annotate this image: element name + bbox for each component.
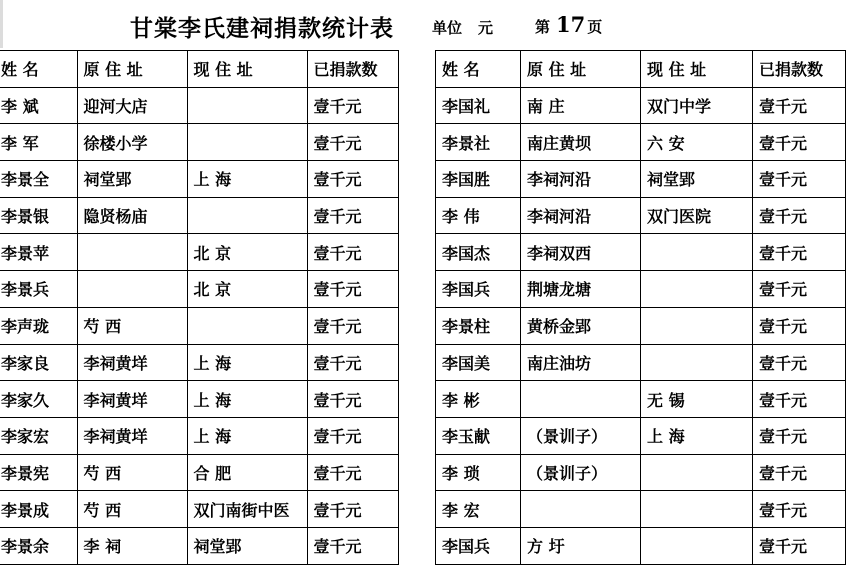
unit-label: 单位 xyxy=(432,19,463,37)
document-title: 甘棠李氏建祠捐款统计表 xyxy=(130,15,394,42)
amount-cell: 壹千元 xyxy=(307,87,398,124)
column-header-original-address: 原 住 址 xyxy=(77,51,187,88)
donor-name-cell: 李国兵 xyxy=(436,271,521,308)
original-address-cell: 芍 西 xyxy=(77,454,187,491)
amount-cell: 壹千元 xyxy=(307,197,398,234)
original-address-cell: （景训子） xyxy=(521,454,641,491)
table-row xyxy=(436,344,846,381)
original-address-cell: 李 祠 xyxy=(77,527,187,564)
current-address-cell: 六 安 xyxy=(641,124,753,161)
original-address-cell: 南庄油坊 xyxy=(521,344,641,381)
current-address-cell: 双门中学 xyxy=(641,87,753,124)
table-row xyxy=(0,381,398,418)
table-row xyxy=(0,491,398,528)
table-row xyxy=(0,197,398,234)
original-address-cell xyxy=(521,491,641,528)
table-row xyxy=(0,454,398,491)
donor-name-cell: 李 军 xyxy=(0,124,77,161)
table-row xyxy=(436,307,846,344)
original-address-cell: 李祠黄垟 xyxy=(77,344,187,381)
current-address-cell xyxy=(641,271,753,308)
current-address-cell xyxy=(187,87,307,124)
table-row xyxy=(0,124,398,161)
amount-cell: 壹千元 xyxy=(307,491,398,528)
donor-name-cell: 李 伟 xyxy=(436,197,521,234)
current-address-cell: 无 锡 xyxy=(641,381,753,418)
donor-name-cell: 李景银 xyxy=(0,197,77,234)
amount-cell: 壹千元 xyxy=(307,344,398,381)
table-header-row xyxy=(0,51,398,88)
table-row xyxy=(0,271,398,308)
donor-name-cell: 李家宏 xyxy=(0,417,77,454)
original-address-cell: 李祠双西 xyxy=(521,234,641,271)
amount-cell: 壹千元 xyxy=(753,381,846,418)
donation-table-right xyxy=(435,50,846,565)
table-row xyxy=(436,87,846,124)
amount-cell: 壹千元 xyxy=(307,454,398,491)
table-row xyxy=(436,491,846,528)
original-address-cell: 芍 西 xyxy=(77,307,187,344)
column-header-amount: 已捐款数 xyxy=(753,51,846,88)
current-address-cell xyxy=(641,344,753,381)
amount-cell: 壹千元 xyxy=(753,161,846,198)
original-address-cell: 李祠黄垟 xyxy=(77,417,187,454)
unit-value: 元 xyxy=(478,19,494,37)
current-address-cell xyxy=(641,454,753,491)
table-row xyxy=(436,417,846,454)
amount-cell: 壹千元 xyxy=(753,527,846,564)
table-row xyxy=(0,307,398,344)
current-address-cell: 上 海 xyxy=(187,344,307,381)
donor-name-cell: 李国胜 xyxy=(436,161,521,198)
donor-name-cell: 李 斌 xyxy=(0,87,77,124)
amount-cell: 壹千元 xyxy=(753,417,846,454)
donor-name-cell: 李家久 xyxy=(0,381,77,418)
amount-cell: 壹千元 xyxy=(307,161,398,198)
current-address-cell xyxy=(641,234,753,271)
current-address-cell: 上 海 xyxy=(641,417,753,454)
amount-cell: 壹千元 xyxy=(753,271,846,308)
current-address-cell: 祠堂郢 xyxy=(641,161,753,198)
table-row xyxy=(436,381,846,418)
donor-name-cell: 李景社 xyxy=(436,124,521,161)
column-header-name: 姓 名 xyxy=(436,51,521,88)
original-address-cell xyxy=(521,381,641,418)
current-address-cell xyxy=(187,197,307,234)
current-address-cell: 北 京 xyxy=(187,271,307,308)
original-address-cell: 李祠河沿 xyxy=(521,197,641,234)
table-row xyxy=(0,417,398,454)
donation-table-left xyxy=(0,50,399,565)
original-address-cell: 南庄黄坝 xyxy=(521,124,641,161)
amount-cell: 壹千元 xyxy=(753,454,846,491)
page-number xyxy=(535,12,602,37)
original-address-cell: 迎河大店 xyxy=(77,87,187,124)
column-header-current-address: 现 住 址 xyxy=(641,51,753,88)
amount-cell: 壹千元 xyxy=(307,124,398,161)
donor-name-cell: 李 宏 xyxy=(436,491,521,528)
original-address-cell: 徐楼小学 xyxy=(77,124,187,161)
original-address-cell: 荆塘龙塘 xyxy=(521,271,641,308)
current-address-cell: 北 京 xyxy=(187,234,307,271)
amount-cell: 壹千元 xyxy=(307,307,398,344)
amount-cell: 壹千元 xyxy=(753,87,846,124)
donor-name-cell: 李景兵 xyxy=(0,271,77,308)
original-address-cell: 黄桥金郢 xyxy=(521,307,641,344)
donor-name-cell: 李声珑 xyxy=(0,307,77,344)
page-number-value: 17 xyxy=(556,12,586,37)
current-address-cell xyxy=(641,491,753,528)
donor-name-cell: 李景宪 xyxy=(0,454,77,491)
current-address-cell: 祠堂郢 xyxy=(187,527,307,564)
donor-name-cell: 李景苹 xyxy=(0,234,77,271)
page-prefix: 第 xyxy=(535,18,551,36)
amount-cell: 壹千元 xyxy=(753,234,846,271)
table-header-row xyxy=(436,51,846,88)
column-header-amount: 已捐款数 xyxy=(307,51,398,88)
table-row xyxy=(0,234,398,271)
column-header-current-address: 现 住 址 xyxy=(187,51,307,88)
original-address-cell: 方 圩 xyxy=(521,527,641,564)
amount-cell: 壹千元 xyxy=(753,197,846,234)
table-row xyxy=(0,527,398,564)
donor-name-cell: 李景柱 xyxy=(436,307,521,344)
amount-cell: 壹千元 xyxy=(307,234,398,271)
original-address-cell: 芍 西 xyxy=(77,491,187,528)
amount-cell: 壹千元 xyxy=(753,491,846,528)
donor-name-cell: 李景余 xyxy=(0,527,77,564)
table-row xyxy=(436,527,846,564)
donor-name-cell: 李景成 xyxy=(0,491,77,528)
amount-cell: 壹千元 xyxy=(307,381,398,418)
amount-cell: 壹千元 xyxy=(753,344,846,381)
donor-name-cell: 李玉献 xyxy=(436,417,521,454)
table-row xyxy=(436,234,846,271)
current-address-cell: 双门南街中医 xyxy=(187,491,307,528)
table-row xyxy=(0,344,398,381)
current-address-cell: 上 海 xyxy=(187,381,307,418)
current-address-cell: 双门医院 xyxy=(641,197,753,234)
table-row xyxy=(436,271,846,308)
donor-name-cell: 李家良 xyxy=(0,344,77,381)
original-address-cell xyxy=(77,271,187,308)
donor-name-cell: 李国兵 xyxy=(436,527,521,564)
document-header xyxy=(0,0,848,50)
current-address-cell: 上 海 xyxy=(187,161,307,198)
original-address-cell xyxy=(77,234,187,271)
donor-name-cell: 李国杰 xyxy=(436,234,521,271)
current-address-cell xyxy=(187,307,307,344)
original-address-cell: 李祠河沿 xyxy=(521,161,641,198)
original-address-cell: 南 庄 xyxy=(521,87,641,124)
donor-name-cell: 李国礼 xyxy=(436,87,521,124)
original-address-cell: （景训子） xyxy=(521,417,641,454)
current-address-cell xyxy=(187,124,307,161)
amount-cell: 壹千元 xyxy=(307,417,398,454)
donor-name-cell: 李景全 xyxy=(0,161,77,198)
current-address-cell: 合 肥 xyxy=(187,454,307,491)
table-row xyxy=(436,454,846,491)
amount-cell: 壹千元 xyxy=(753,307,846,344)
donor-name-cell: 李 琐 xyxy=(436,454,521,491)
table-row xyxy=(436,197,846,234)
current-address-cell xyxy=(641,307,753,344)
page-suffix: 页 xyxy=(587,18,603,36)
table-row xyxy=(0,161,398,198)
table-row xyxy=(0,87,398,124)
donor-name-cell: 李 彬 xyxy=(436,381,521,418)
amount-cell: 壹千元 xyxy=(753,124,846,161)
original-address-cell: 祠堂郢 xyxy=(77,161,187,198)
current-address-cell xyxy=(641,527,753,564)
table-row xyxy=(436,161,846,198)
original-address-cell: 隐贤杨庙 xyxy=(77,197,187,234)
donor-name-cell: 李国美 xyxy=(436,344,521,381)
amount-cell: 壹千元 xyxy=(307,271,398,308)
table-row xyxy=(436,124,846,161)
column-header-original-address: 原 住 址 xyxy=(521,51,641,88)
current-address-cell: 上 海 xyxy=(187,417,307,454)
column-header-name: 姓 名 xyxy=(0,51,77,88)
amount-cell: 壹千元 xyxy=(307,527,398,564)
original-address-cell: 李祠黄垟 xyxy=(77,381,187,418)
